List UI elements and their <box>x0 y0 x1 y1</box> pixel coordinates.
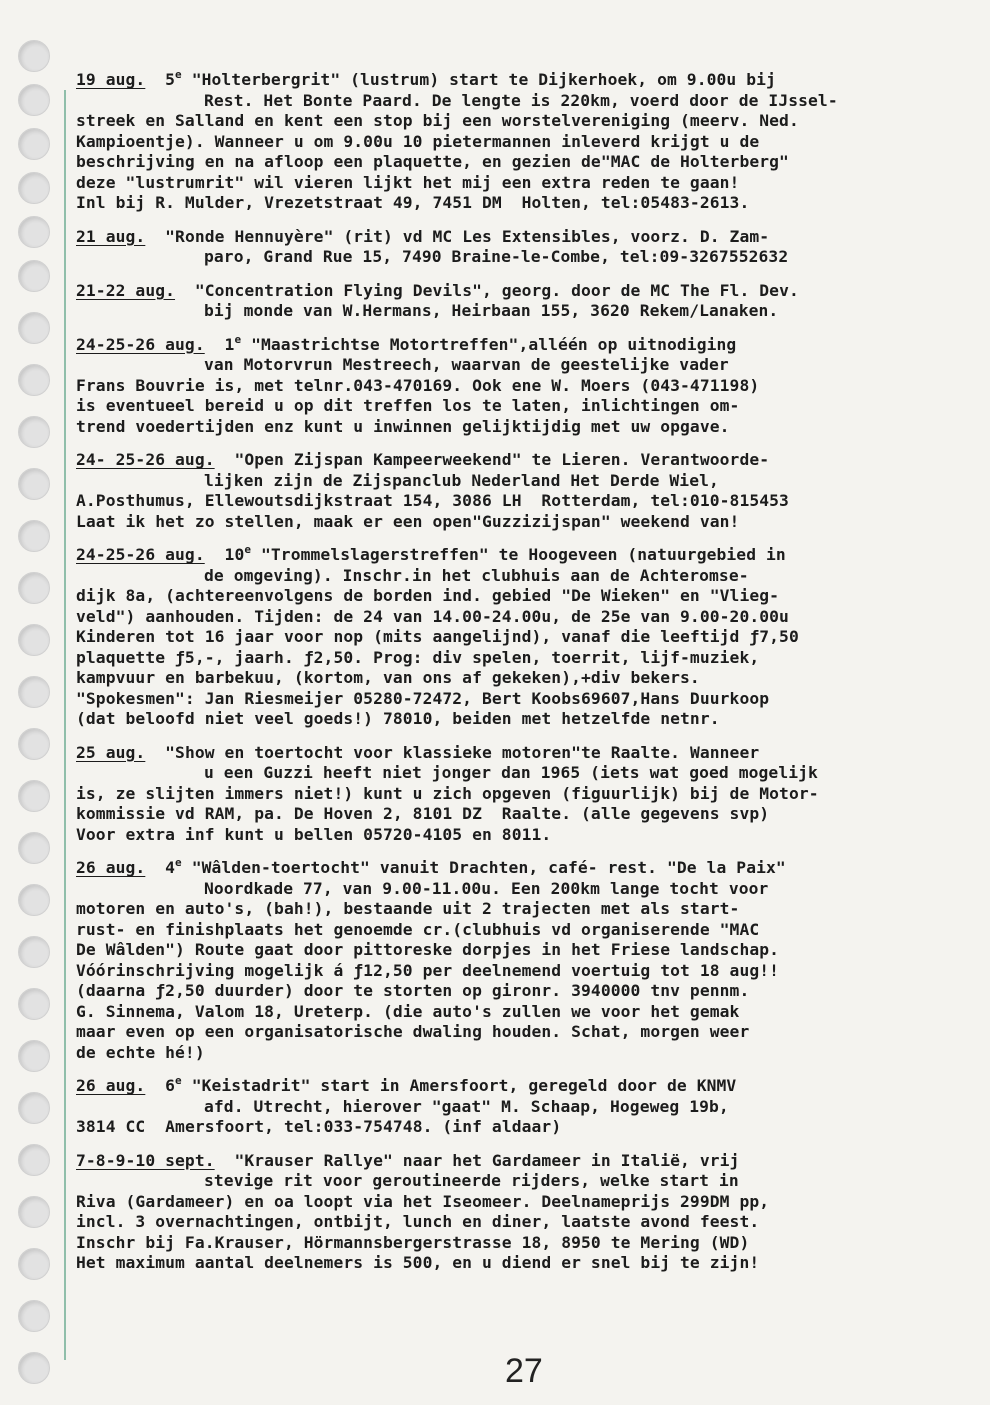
event-date: 21-22 aug. <box>76 280 176 300</box>
binder-hole <box>18 936 50 968</box>
binder-hole <box>18 1196 50 1228</box>
binder-hole <box>18 1248 50 1280</box>
binder-hole <box>18 84 50 116</box>
event-text-line: motoren en auto's, (bah!), bestaande uit 2 trajecten met als start- <box>76 899 740 918</box>
event-title: "Show en toertocht voor klassieke motoren"te Raalte. Wanneer <box>165 742 760 762</box>
event-date: 24-25-26 aug. <box>76 334 205 354</box>
binder-hole <box>18 128 50 160</box>
margin-line <box>64 90 66 1360</box>
event-text-line: afd. Utrecht, hierover "gaat" M. Schaap, Hogeweg 19b, <box>204 1096 729 1116</box>
binder-hole <box>18 1144 50 1176</box>
event-date: 24- 25-26 aug. <box>76 450 215 469</box>
event-first-line <box>76 332 976 356</box>
event-text-line: kommissie vd RAM, pa. De Hoven 2, 8101 DZ Raalte. (alle gegevens svp) <box>76 804 770 823</box>
event-text-line: lijken zijn de Zijspanclub Nederland Het Derde Wiel, <box>204 470 719 490</box>
event-text-line: Het maximum aantal deelnemers is 500, en u diend er snel bij te zijn! <box>76 1253 760 1272</box>
binder-hole <box>18 1092 50 1124</box>
event-text-line: incl. 3 overnachtingen, ontbijt, lunch en diner, laatste avond feest. <box>76 1212 760 1231</box>
event-text-line: dijk 8a, (achtereenvolgens de borden ind. gebied "De Wieken" en "Vlieg- <box>76 586 780 605</box>
binder-hole <box>18 260 50 292</box>
event-date: 25 aug. <box>76 742 146 762</box>
event-text-line: Voor extra inf kunt u bellen 05720-4105 en 8011. <box>76 824 552 844</box>
event-title: "Wâlden-toertocht" vanuit Drachten, café- rest. "De la Paix" <box>191 858 786 877</box>
event-entry <box>76 1076 976 1138</box>
event-date: 19 aug. <box>76 70 146 89</box>
event-text-line: is eventueel bereid u op dit treffen los te laten, inlichtingen om- <box>76 396 740 415</box>
binder-hole <box>18 832 50 864</box>
binder-hole <box>18 312 50 344</box>
event-date: 26 aug. <box>76 858 146 877</box>
edition-number: 10 <box>224 545 245 564</box>
event-title: "Concentration Flying Devils", georg. door de MC The Fl. Dev. <box>194 280 799 300</box>
binder-hole <box>18 728 50 760</box>
event-entry <box>76 70 976 214</box>
event-entry <box>76 858 976 1063</box>
event-text-line: de echte hé!) <box>76 1042 205 1062</box>
binder-hole <box>18 988 50 1020</box>
event-first-line <box>76 281 976 302</box>
ordinal-superscript: e <box>234 332 242 346</box>
event-text-line: G. Sinnema, Valom 18, Ureterp. (die auto's zullen we voor het gemak <box>76 1001 740 1021</box>
event-text-line: is, ze slijten immers niet!) kunt u zich opgeven (figuurlijk) bij de Motor- <box>76 783 819 803</box>
binder-hole <box>18 884 50 916</box>
event-first-line <box>76 227 976 248</box>
event-title: "Keistadrit" start in Amersfoort, geregeld door de KNMV <box>191 1076 737 1095</box>
event-date: 7-8-9-10 sept. <box>76 1150 215 1170</box>
binder-hole <box>18 172 50 204</box>
event-text-line: veld") aanhouden. Tijden: de 24 van 14.00-24.00u, de 25e van 9.00-20.00u <box>76 606 789 626</box>
event-title: "Krauser Rallye" naar het Gardameer in Italië, vrij <box>234 1150 740 1170</box>
event-entry <box>76 450 976 532</box>
event-title: "Maastrichtse Motortreffen",alléén op uitnodiging <box>251 334 737 354</box>
event-text-line: Rest. Het Bonte Paard. De lengte is 220km, voerd door de IJssel- <box>204 90 838 110</box>
event-first-line <box>76 858 976 879</box>
event-text-line: stevige rit voor geroutineerde rijders, welke start in <box>204 1171 739 1190</box>
event-text-line: Kinderen tot 16 jaar voor nop (mits aangelijnd), vanaf die leeftijd ƒ7,50 <box>76 627 799 646</box>
event-text-line: Inl bij R. Mulder, Vrezetstraat 49, 7451 DM Holten, tel:05483-2613. <box>76 193 750 212</box>
event-list <box>76 70 976 1287</box>
binder-hole <box>18 216 50 248</box>
binder-hole <box>18 1300 50 1332</box>
event-text-line: van Motorvrun Mestreech, waarvan de geestelijke vader <box>204 355 729 374</box>
event-first-line <box>76 1151 976 1172</box>
event-first-line <box>76 70 976 91</box>
event-text-line: paro, Grand Rue 15, 7490 Braine-le-Combe, tel:09-3267552632 <box>204 247 789 266</box>
binder-hole <box>18 520 50 552</box>
event-text-line: deze "lustrumrit" wil vieren lijkt het mij een extra reden te gaan! <box>76 172 740 192</box>
event-first-line <box>76 450 976 471</box>
event-text-line: maar even op een organisatorische dwaling houden. Schat, morgen weer <box>76 1022 750 1041</box>
binder-hole <box>18 780 50 812</box>
edition-number: 6 <box>165 1076 176 1095</box>
binder-hole <box>18 624 50 656</box>
event-entry <box>76 227 976 268</box>
event-entry <box>76 332 976 438</box>
event-text-line: A.Posthumus, Ellewoutsdijkstraat 154, 3086 LH Rotterdam, tel:010-815453 <box>76 491 789 510</box>
event-text-line: Vóórinschrijving mogelijk á ƒ12,50 per deelnemend voertuig tot 18 aug!! <box>76 960 780 980</box>
event-first-line <box>76 545 976 566</box>
event-title: "Trommelslagerstreffen" te Hoogeveen (natuurgebied in <box>261 545 786 564</box>
event-text-line <box>76 1117 976 1138</box>
event-text-line: Riva (Gardameer) en oa loopt via het Iseomeer. Deelnameprijs 299DM pp, <box>76 1191 770 1211</box>
binder-hole <box>18 1352 50 1384</box>
event-entry <box>76 1151 976 1274</box>
event-text-line: (daarna ƒ2,50 duurder) door te storten op gironr. 3940000 tnv pennm. <box>76 981 750 1000</box>
event-text-line: rust- en finishplaats het genoemde cr.(clubhuis vd organiserende "MAC <box>76 919 760 939</box>
event-text-line: Laat ik het zo stellen, maak er een open"Guzzizijspan" weekend van! <box>76 511 740 531</box>
event-title: "Holterbergrit" (lustrum) start te Dijkerhoek, om 9.00u bij <box>191 70 776 89</box>
event-text-line: plaquette ƒ5,-, jaarh. ƒ2,50. Prog: div spelen, toerrit, lijf-muziek, <box>76 647 760 667</box>
event-text-line: Inschr bij Fa.Krauser, Hörmannsbergerstrasse 18, 8950 te Mering (WD) <box>76 1232 750 1252</box>
binder-hole <box>18 468 50 500</box>
ordinal-superscript: e <box>175 68 182 81</box>
edition-number: 1 <box>224 334 235 354</box>
event-first-line <box>76 1076 976 1097</box>
binder-hole <box>18 416 50 448</box>
event-text: Amersfoort, tel:033-754748. (inf aldaar) <box>165 1117 562 1136</box>
ordinal-superscript: e <box>175 1074 182 1087</box>
event-text-line: beschrijving en na afloop een plaquette, en gezien de"MAC de Holterberg" <box>76 152 789 171</box>
binder-hole <box>18 676 50 708</box>
binder-hole <box>18 364 50 396</box>
event-text-line: "Spokesmen": Jan Riesmeijer 05280-72472, Bert Koobs69607,Hans Duurkoop <box>76 688 770 708</box>
event-date: 24-25-26 aug. <box>76 545 205 564</box>
event-entry <box>76 281 976 322</box>
event-text-line: de omgeving). Inschr.in het clubhuis aan de Achteromse- <box>204 565 749 585</box>
event-entry <box>76 743 976 846</box>
event-text-line: (dat beloofd niet veel goeds!) 78010, beiden met hetzelfde netnr. <box>76 709 720 728</box>
edition-number: 5 <box>165 70 176 89</box>
event-entry <box>76 545 976 730</box>
event-text-line: streek en Salland en kent een stop bij een worstelvereniging (meerv. Ned. <box>76 111 799 130</box>
event-title: "Ronde Hennuyère" (rit) vd MC Les Extensibles, voorz. D. Zam- <box>165 226 770 246</box>
binder-hole <box>18 1040 50 1072</box>
event-text-line: Frans Bouvrie is, met telnr.043-470169. Ook ene W. Moers (043-471198) <box>76 375 760 395</box>
event-date: 21 aug. <box>76 226 146 246</box>
binder-hole <box>18 572 50 604</box>
page-number: 27 <box>505 1352 543 1390</box>
binder-holes <box>18 40 52 1400</box>
event-date: 26 aug. <box>76 1076 146 1095</box>
ordinal-superscript: e <box>175 856 182 869</box>
postal-code: 3814 CC <box>76 1117 146 1136</box>
event-first-line <box>76 743 976 764</box>
event-text-line: Kampioentje). Wanneer u om 9.00u 10 pietermannen inleverd krijgt u de <box>76 131 760 151</box>
event-text-line: kampvuur en barbekuu, (kortom, van ons af gekeken),+div bekers. <box>76 668 700 687</box>
event-text-line: trend voedertijden enz kunt u inwinnen gelijktijdig met uw opgave. <box>76 416 730 436</box>
ordinal-superscript: e <box>244 543 252 556</box>
event-text-line: De Wâlden") Route gaat door pittoreske dorpjes in het Friese landschap. <box>76 940 780 959</box>
event-text-line: bij monde van W.Hermans, Heirbaan 155, 3620 Rekem/Lanaken. <box>204 301 779 320</box>
event-text-line: u een Guzzi heeft niet jonger dan 1965 (iets wat goed mogelijk <box>204 763 818 782</box>
binder-hole <box>18 40 50 72</box>
event-text-line: Noordkade 77, van 9.00-11.00u. Een 200km lange tocht voor <box>204 878 769 898</box>
edition-number: 4 <box>165 858 176 877</box>
event-title: "Open Zijspan Kampeerweekend" te Lieren. Verantwoorde- <box>234 450 770 469</box>
